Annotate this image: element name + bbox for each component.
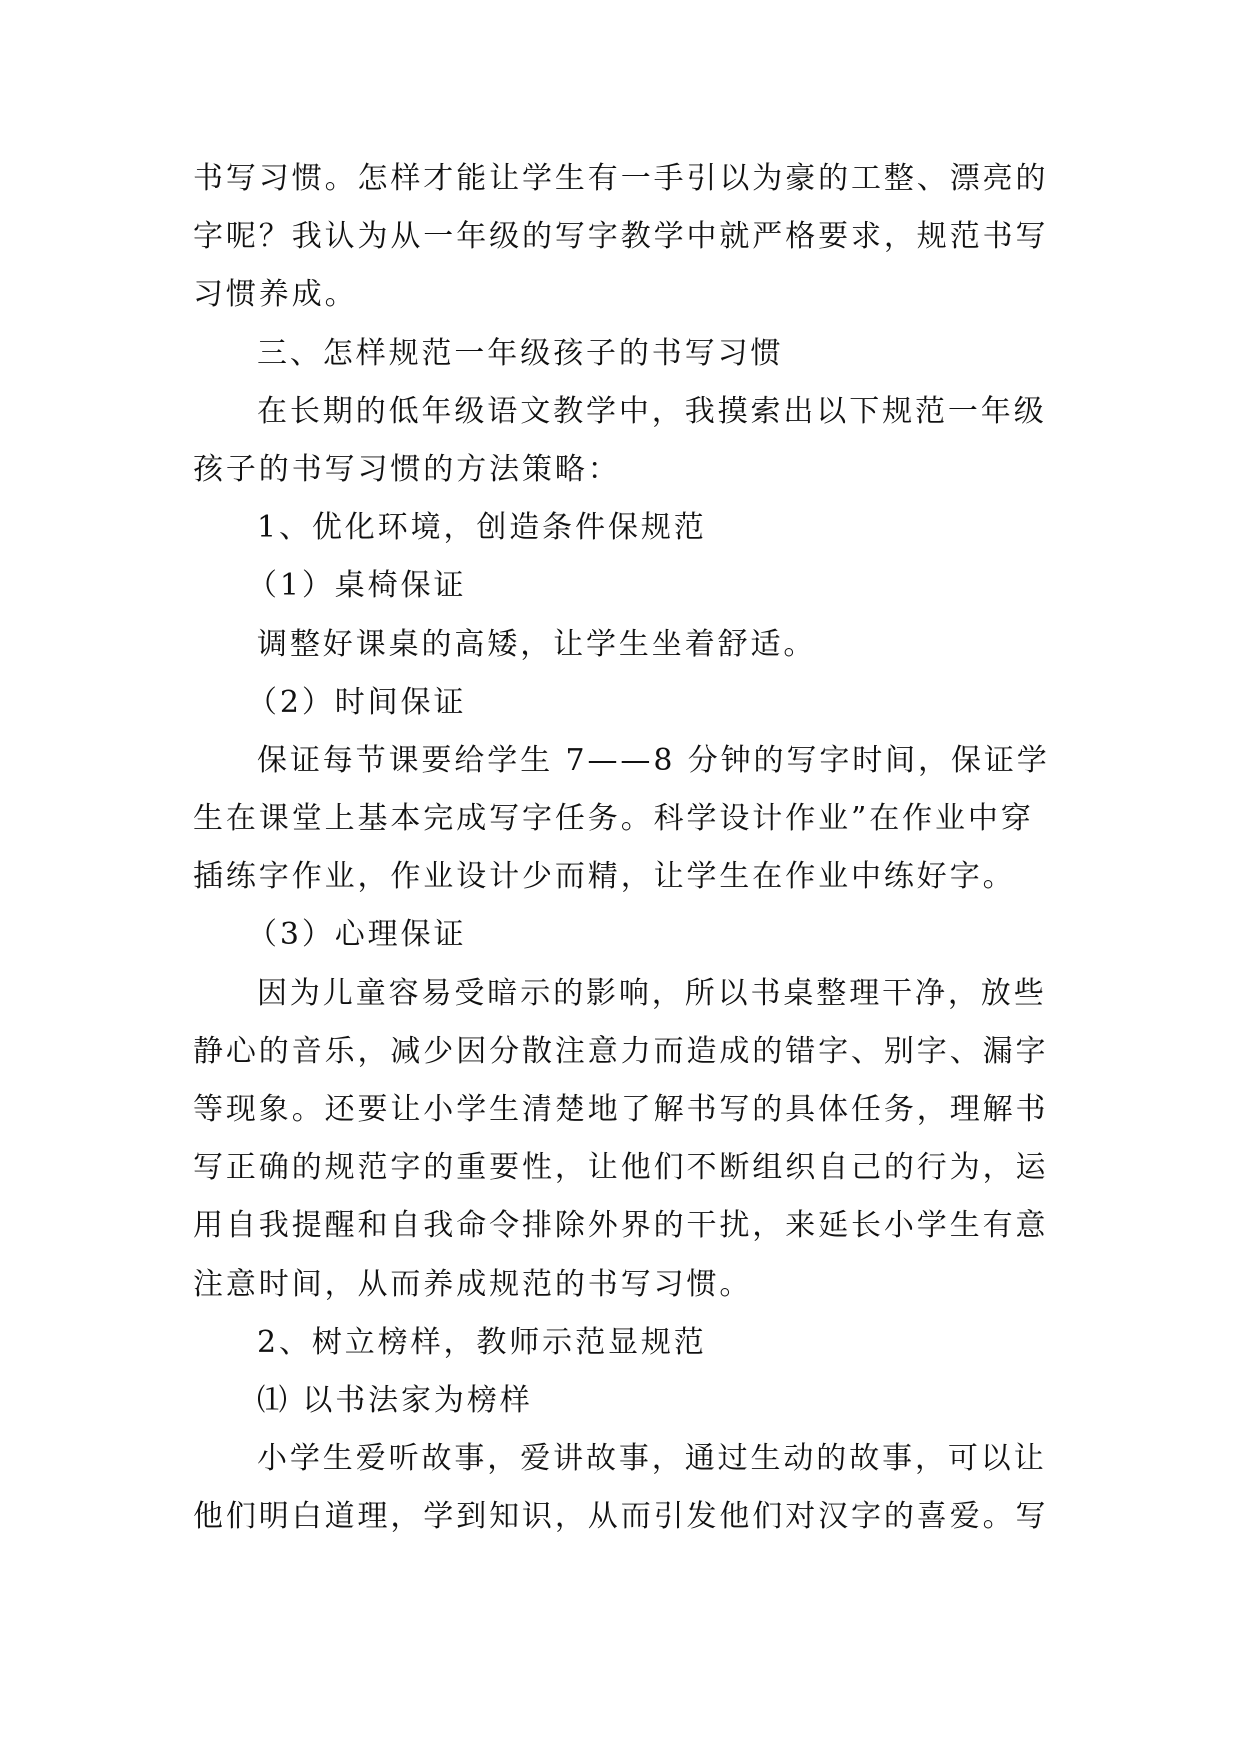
item-heading: ⑴ 以书法家为榜样 — [257, 1382, 533, 1418]
paragraph-line: 写正确的规范字的重要性，让他们不断组织自己的行为，运 — [193, 1150, 1049, 1186]
paragraph-line: 字呢？我认为从一年级的写字教学中就严格要求，规范书写 — [193, 219, 1049, 255]
document-body — [193, 150, 1053, 1547]
subsection-heading: 1、优化环境，创造条件保规范 — [257, 510, 707, 546]
paragraph-line: 静心的音乐，减少因分散注意力而造成的错字、别字、漏字 — [193, 1033, 1049, 1069]
paragraph-line: 保证每节课要给学生 7——8 分钟的写字时间，保证学 — [257, 742, 1050, 778]
paragraph-line: 调整好课桌的高矮，让学生坐着舒适。 — [257, 626, 817, 662]
paragraph-line: 小学生爱听故事，爱讲故事，通过生动的故事，可以让 — [257, 1441, 1047, 1477]
paragraph-line: 插练字作业，作业设计少而精，让学生在作业中练好字。 — [193, 859, 1016, 895]
paragraph-line: 用自我提醒和自我命令排除外界的干扰，来延长小学生有意 — [193, 1208, 1049, 1244]
paragraph-line: 注意时间，从而养成规范的书写习惯。 — [193, 1266, 753, 1302]
paragraph-line: 因为儿童容易受暗示的影响，所以书桌整理干净，放些 — [257, 975, 1047, 1011]
item-heading: （1）桌椅保证 — [247, 568, 467, 604]
item-heading: （2）时间保证 — [247, 684, 467, 720]
subsection-heading: 2、树立榜样，教师示范显规范 — [257, 1324, 707, 1360]
paragraph-line: 生在课堂上基本完成写字任务。科学设计作业”在作业中穿 — [193, 801, 1034, 837]
paragraph-line: 在长期的低年级语文教学中，我摸索出以下规范一年级 — [257, 393, 1047, 429]
paragraph-line: 等现象。还要让小学生清楚地了解书写的具体任务，理解书 — [193, 1092, 1049, 1127]
paragraph-line: 书写习惯。怎样才能让学生有一手引以为豪的工整、漂亮的 — [193, 161, 1049, 196]
item-heading: （3）心理保证 — [247, 917, 467, 953]
section-heading: 三、怎样规范一年级孩子的书写习惯 — [257, 335, 784, 371]
paragraph-line: 他们明白道理，学到知识，从而引发他们对汉字的喜爱。写 — [193, 1499, 1049, 1535]
paragraph-line: 孩子的书写习惯的方法策略： — [193, 451, 621, 487]
paragraph-line: 习惯养成。 — [193, 277, 358, 313]
